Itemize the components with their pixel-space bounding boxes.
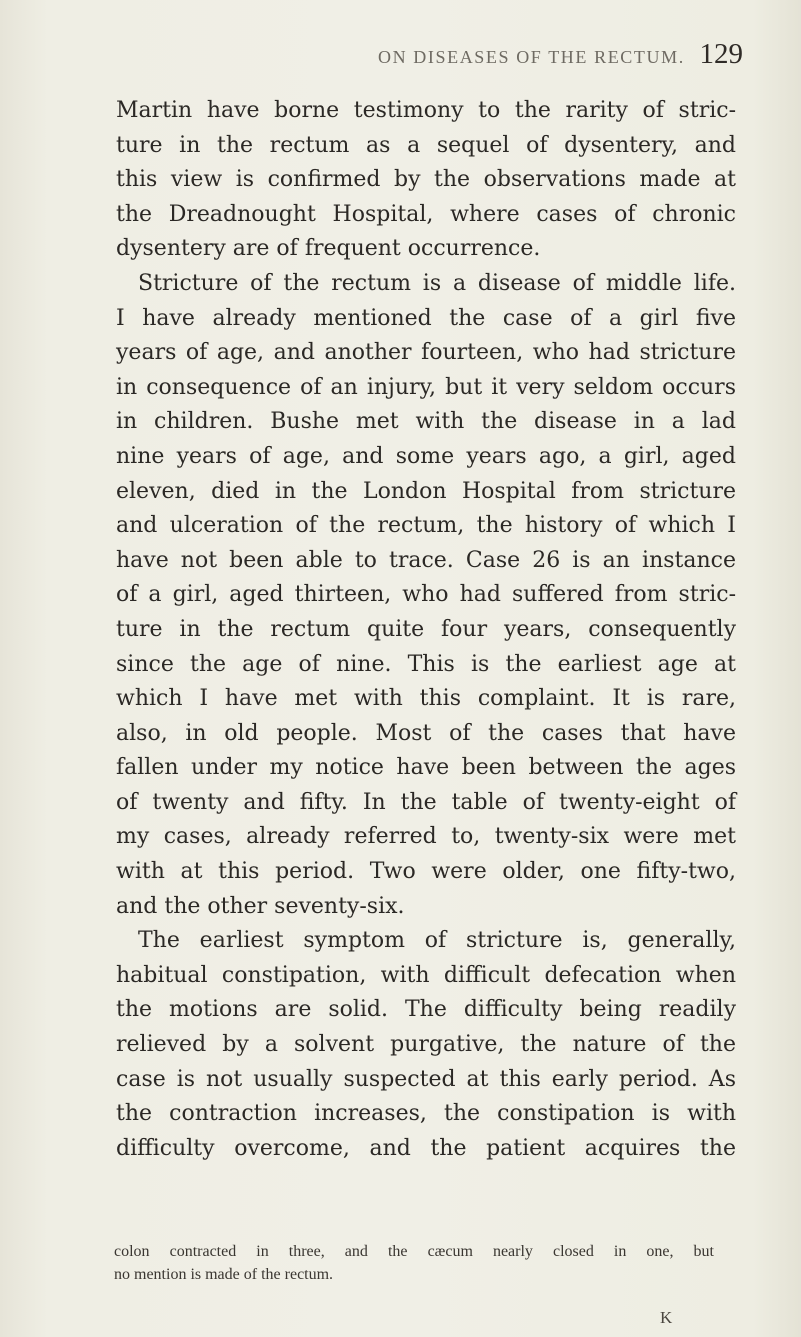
text-line: nine years of age, and some years ago, a girl, aged — [116, 443, 736, 469]
text-line: the motions are solid. The difficulty being readily — [116, 997, 736, 1023]
text-line: the contraction increases, the constipation is with — [116, 1101, 736, 1127]
text-line: since the age of nine. This is the earliest age at — [116, 651, 736, 677]
text-line: dysentery are of frequent occurrence. — [116, 236, 541, 262]
text-line: of twenty and fifty. In the table of twenty-eight of — [116, 789, 736, 815]
footnote — [114, 1240, 714, 1286]
text-line: case is not usually suspected at this early period. As — [116, 1066, 736, 1092]
text-line: also, in old people. Most of the cases that have — [116, 720, 736, 746]
text-line: and ulceration of the rectum, the history of which I — [116, 513, 736, 539]
text-line: years of age, and another fourteen, who had stricture — [116, 340, 736, 366]
text-line: of a girl, aged thirteen, who had suffered from stric- — [116, 582, 736, 608]
text-line: habitual constipation, with difficult defecation when — [116, 962, 736, 988]
text-line: the Dreadnought Hospital, where cases of chronic — [116, 201, 736, 227]
text-line: fallen under my notice have been between the ages — [116, 755, 736, 781]
text-line: have not been able to trace. Case 26 is an instance — [116, 547, 736, 573]
text-line: ture in the rectum quite four years, consequently — [116, 616, 736, 642]
footnote-line: colon contracted in three, and the cæcum nearly closed in one, but — [114, 1243, 714, 1260]
signature-mark: K — [660, 1308, 673, 1327]
text-line: this view is confirmed by the observations made at — [116, 167, 736, 193]
text-line: in children. Bushe met with the disease in a lad — [116, 409, 736, 435]
page-number: 129 — [699, 38, 743, 70]
running-head: ON DISEASES OF THE RECTUM. — [378, 47, 685, 67]
body-text — [116, 94, 736, 1166]
text-line: The earliest symptom of stricture is, generally, — [138, 928, 736, 954]
text-line: Stricture of the rectum is a disease of middle life. — [138, 270, 736, 296]
text-line: difficulty overcome, and the patient acquires the — [116, 1135, 736, 1161]
page-header — [378, 38, 743, 78]
text-line: with at this period. Two were older, one fifty-two, — [116, 859, 736, 885]
footnote-line: no mention is made of the rectum. — [114, 1266, 334, 1283]
text-line: my cases, already referred to, twenty-six were met — [116, 824, 736, 850]
text-line: and the other seventy-six. — [116, 893, 405, 919]
text-line: Martin have borne testimony to the rarity of stric- — [116, 98, 736, 123]
text-line: in consequence of an injury, but it very seldom occurs — [116, 374, 736, 400]
text-line: ture in the rectum as a sequel of dysentery, and — [116, 132, 736, 158]
text-line: I have already mentioned the case of a girl five — [116, 305, 736, 331]
text-line: relieved by a solvent purgative, the nature of the — [116, 1032, 736, 1058]
text-line: which I have met with this complaint. It is rare, — [116, 686, 736, 712]
text-line: eleven, died in the London Hospital from stricture — [116, 478, 736, 504]
